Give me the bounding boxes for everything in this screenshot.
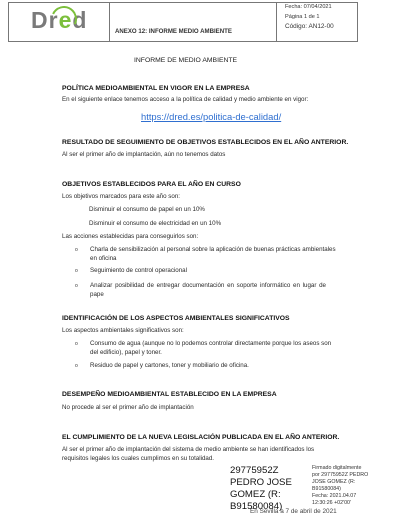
signature-detail-line: 12:30:26 +02'00'	[312, 500, 351, 506]
action-item: Analizar posibilidad de entregar documentación en soporte informático en lugar de	[90, 282, 326, 289]
signature-detail-line: Fecha: 2021.04.07	[312, 493, 357, 499]
legislation-text-cont: requisitos legales los cuales cumplimos en su totalidad.	[62, 455, 215, 462]
objectives-heading: OBJETIVOS ESTABLECIDOS PARA EL AÑO EN CURSO	[62, 181, 241, 188]
signature-name-line: 29775952Z	[230, 465, 279, 476]
circle-bullet-icon: o	[75, 283, 78, 289]
aspect-item-cont: del edificio), papel y toner.	[90, 349, 162, 356]
results-text: Al ser el primer año de implantación, aún no tenemos datos	[62, 151, 226, 158]
performance-heading: DESEMPEÑO MEDIOAMBIENTAL ESTABLECIDO EN LA EMPRESA	[62, 391, 277, 398]
policy-heading: POLÍTICA MEDIOAMBIENTAL EN VIGOR EN LA EMPRESA	[62, 85, 250, 92]
goal-item: Disminuir el consumo de papel en un 10%	[89, 206, 205, 213]
legislation-heading: EL CUMPLIMIENTO DE LA NUEVA LEGISLACIÓN PUBLICADA EN EL AÑO ANTERIOR.	[62, 434, 340, 441]
actions-intro: Las acciones establecidas para conseguirlos son:	[62, 233, 199, 240]
circle-bullet-icon: o	[75, 268, 78, 274]
legislation-text: Al ser el primer año de implantación del sistema de medio ambiente se han identificados los	[62, 446, 315, 453]
action-item: Seguimiento de control operacional	[90, 267, 187, 274]
company-logo: Dred	[31, 7, 88, 33]
aspects-intro: Los aspectos ambientales significativos son:	[62, 327, 184, 334]
policy-text: En el siguiente enlace tenemos acceso a la política de calidad y medio ambiente en vigor:	[62, 96, 309, 103]
signature-detail-line: Firmado digitalmente	[312, 465, 362, 471]
objectives-intro: Los objetivos marcados para este año son:	[62, 193, 180, 200]
header-title-cell	[110, 3, 277, 41]
annex-title: ANEXO 12: INFORME MEDIO AMBIENTE	[115, 28, 232, 35]
action-item: Charla de sensibilización al personal sobre la aplicación de buenas prácticas ambientales	[90, 246, 336, 253]
place-date-line: En Sevilla a 7 de abril de 2021	[250, 508, 337, 515]
action-item-cont: pape	[90, 291, 104, 298]
signature-detail-line: por 29775952Z PEDRO	[312, 472, 369, 478]
header-page: Página 1 de 1	[285, 14, 320, 20]
header-date: Fecha: 07/04/2021	[285, 4, 332, 10]
circle-bullet-icon: o	[75, 247, 78, 253]
signature-name-line: PEDRO JOSE	[230, 477, 292, 488]
aspect-item: Residuo de papel y cartones, toner y mobiliario de oficina.	[90, 362, 249, 369]
signature-detail-line: B91580084)	[312, 486, 341, 492]
action-item-cont: en oficina	[90, 255, 117, 262]
policy-link[interactable]: https://dred.es/politica-de-calidad/	[141, 111, 282, 122]
aspects-heading: IDENTIFICACIÓN DE LOS ASPECTOS AMBIENTALES SIGNIFICATIVOS	[62, 315, 290, 322]
aspect-item: Consumo de agua (aunque no lo podemos controlar directamente porque los aseos son	[90, 340, 332, 347]
circle-bullet-icon: o	[75, 363, 78, 369]
signature-detail-line: JOSE GOMEZ (R:	[312, 479, 356, 485]
signature-name-line: GOMEZ (R:	[230, 489, 281, 500]
document-title: INFORME DE MEDIO AMBIENTE	[134, 57, 238, 64]
goal-item: Disminuir el consumo de electricidad en un 10%	[89, 220, 222, 227]
header-code: Código: AN12-00	[285, 23, 334, 30]
circle-bullet-icon: o	[75, 341, 78, 347]
header-logo-cell	[9, 3, 110, 41]
results-heading: RESULTADO DE SEGUIMIENTO DE OBJETIVOS ESTABLECIDOS EN EL AÑO ANTERIOR.	[62, 139, 349, 146]
performance-text: No procede al ser el primer año de implantación	[62, 404, 194, 411]
signature-name-line: B91580084)	[230, 501, 283, 512]
